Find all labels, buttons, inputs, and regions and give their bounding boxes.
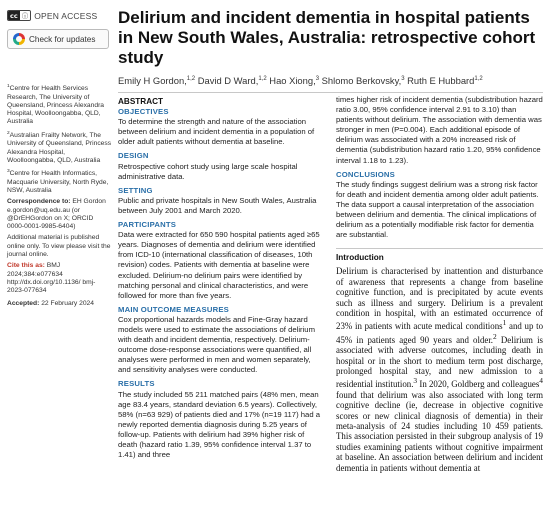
correspondence: Correspondence to: EH Gordon e.gordon@uq.edu.au (or @DrEHGordon on X; ORCID 0000-0001-9985-6404) <box>7 198 106 231</box>
crossmark-icon <box>13 33 25 45</box>
introduction-text: Delirium is characterised by inattention and disturbance of awareness that represents a change from baseline cognitive function, and is precipitated by acute events such as illness and surgery. Delirium is a prevalent condition in hospital, with an estimated occurrence of 23% in patients with acute medical conditions$^1$ and up to 45% in patients aged 90 years and older.$^2$ Delirium is associated with adverse outcomes, including death in hospital or in the short to medium term post discharge, prolonged hospital stay, and new admission to a residential institution.$^3$ In 2020, Goldberg and colleagues$^4$ found that delirium was also associated with long term cognitive decline (ie, decrease in objective cognitive scores or new clinical diagnosis of dementia) in their meta-analysis of 24 studies including 10 459 patients. This association persisted in their subgroup analysis of 19 studies examining patients without cognitive impairment at baseline. An association between delirium and incident dementia in patients without dementia at <box>336 266 544 473</box>
affiliation-1: $^1$Centre for Health Services Research, The University of Queensland, Princess Alexandra Hospital, Woolloongabba, QLD, Australia <box>7 84 105 126</box>
conclusions-heading: CONCLUSIONS <box>336 169 396 179</box>
introduction-divider <box>336 248 543 249</box>
body-columns <box>118 95 543 473</box>
title-divider <box>118 92 543 93</box>
author: Ruth E Hubbard <box>407 75 475 86</box>
objectives-text: To determine the strength and nature of the association between delirium and incident dementia in a population of older adult patients without dementia at baseline. <box>118 117 315 147</box>
results-text-continued: times higher risk of incident dementia (subdistribution hazard ratio 3.00, 95% confidence interval 2.91 to 3.10) than patients without delirium. The association with dementia was stronger in men (P=0.004). Each additional episode of delirium was associated with a 20% increased risk of dementia (subdistribution hazard ratio 1.20, 95% confidence interval 1.18 to 1.23). <box>336 95 543 165</box>
article-title: Delirium and incident dementia in hospital patients in New South Wales, Australia: retrospective cohort study <box>118 8 536 67</box>
objectives-heading: OBJECTIVES <box>118 107 169 117</box>
results-text: The study included 55 211 matched pairs (48% men, mean age 83.4 years, standard deviation 6.5 years). Collectively, 58% (n=63 929) of patients died and 17% (n=19 117) had a newly reported dementia diagnosis during 5.25 years of follow-up. Patients with delirium had 39% higher risk of death (hazard ratio 1.39, 95% confidence interval 1.37 to 1.41) and three <box>118 389 321 460</box>
author-list: Emily H Gordon,$^{1,2}$ David D Ward,$^{1,2}$ Hao Xiong,$^3$ Shlomo Berkovsky,$^3$ Ruth E Hubbard$^{1,2}$ <box>118 75 483 86</box>
participants-text: Data were extracted for 650 590 hospital patients aged ≥65 years. Diagnoses of dementia and delirium were identified from ICD-10 (international classification of diseases, 10th revision) codes. Patients with dementia at baseline were excluded. Delirium-no delirium pairs were identified by matching personal and clinical characteristics, and were followed for more than five years. <box>118 230 320 300</box>
cc-badge-label: cc <box>10 12 18 20</box>
design-text: Retrospective cohort study using large scale hospital administrative data. <box>118 161 298 181</box>
measures-heading: MAIN OUTCOME MEASURES <box>118 304 229 314</box>
measures-text: Cox proportional hazards models and Fine-Gray hazard models were used to estimate the associations of delirium with death and incident dementia, respectively. Delirium-outcome dose-response associations were quantified, all analyses were performed in men and women separately, and sensitivity analyses were conducted. <box>118 314 315 375</box>
results-heading: RESULTS <box>118 379 155 389</box>
author: Emily H Gordon, <box>118 75 187 86</box>
abstract-heading: ABSTRACT <box>118 97 164 106</box>
correspondence-email[interactable]: EH Gordon e.gordon@uq.edu.au (or @DrEHGordon on X; ORCID 0000-0001-9985-6404) <box>7 198 106 231</box>
author: Hao Xiong, <box>269 75 316 86</box>
design-heading: DESIGN <box>118 151 149 161</box>
abstract-column-left <box>118 95 330 473</box>
doi-link[interactable]: BMJ 2024;384:e077634 http://dx.doi.org/10.1136/ bmj-2023-077634 <box>7 262 96 295</box>
open-access-label: OPEN ACCESS <box>34 10 98 21</box>
participants-heading: PARTICIPANTS <box>118 220 177 230</box>
article-main <box>118 0 543 473</box>
setting-heading: SETTING <box>118 185 153 195</box>
setting-text: Public and private hospitals in New South Wales, Australia between July 2001 and March 2020. <box>118 195 317 215</box>
conclusions-text: The study findings suggest delirium was a strong risk factor for death and incident dementia among older adult patients. The data support a causal interpretation of the association between delirium and dementia. The clinical implications of delirium as a potentially modifiable risk factor for dementia are substantial. <box>336 179 539 240</box>
affiliation-3: $^3$Centre for Health Informatics, Macquarie University, North Ryde, NSW, Australia <box>7 169 109 194</box>
affiliations <box>7 83 112 308</box>
cc-badge-by: ⓘ <box>21 12 29 20</box>
open-access-row <box>7 10 112 21</box>
author: David D Ward, <box>197 75 259 86</box>
affiliation-2: $^2$Australian Frailty Network, The University of Queensland, Princess Alexandra Hospital, Woolloongabba, QLD, Australia <box>7 130 112 164</box>
article-sidebar <box>7 0 112 311</box>
abstract-column-right <box>330 95 543 473</box>
creative-commons-icon <box>7 10 31 21</box>
author: Shlomo Berkovsky, <box>321 75 402 86</box>
check-for-updates-button[interactable] <box>7 29 109 49</box>
introduction-heading: Introduction <box>336 253 384 263</box>
check-for-updates-label: Check for updates <box>29 34 96 44</box>
accepted-date: Accepted: 22 February 2024 <box>7 299 94 307</box>
citation: Cite this as: BMJ 2024;384:e077634 http://dx.doi.org/10.1136/ bmj-2023-077634 <box>7 262 96 295</box>
supplementary-note: Additional material is published online only. To view please visit the journal online. <box>7 234 111 259</box>
